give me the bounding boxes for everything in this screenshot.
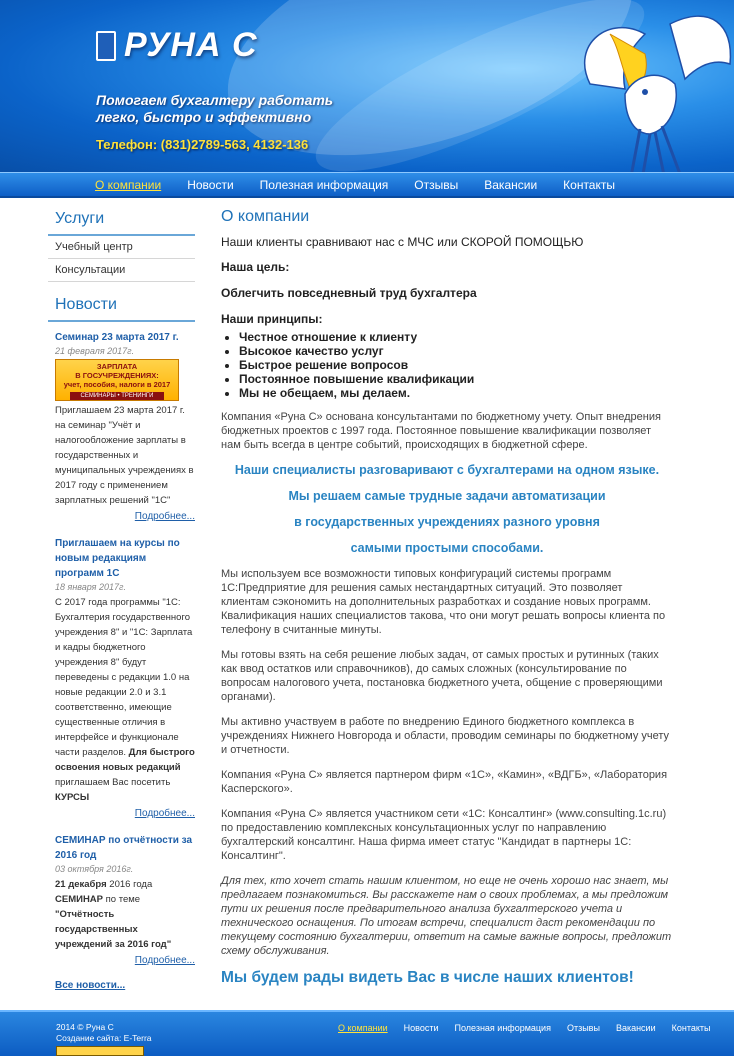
footer-info xyxy=(56,1022,152,1044)
services-heading: Услуги xyxy=(48,206,195,236)
footer-nav-reviews[interactable]: Отзывы xyxy=(566,1023,600,1033)
header-slogan xyxy=(96,92,356,126)
main-nav xyxy=(0,172,734,198)
news-body-text: С 2017 года программы "1С: Бухгалтерия государственного учреждения 8" и "1С: Зарплата и кадры бюджетного учреждения 8" будут переведены с редакции 1.0 на новые редакции 2.0 и 3.1 соответственно, имеющие существенные отличия в интерфейсе и функционале части разделов. xyxy=(55,597,193,758)
content-paragraph: Мы готовы взять на себя решение любых задач, от самых простых и рутинных (таких как ввод остатков или справочников), до самых сложных (консультирование по вопросам налогового учета, постановка бюджетного учета, общение с проверяющими органами). xyxy=(221,649,663,703)
page-title: О компании xyxy=(221,208,310,225)
nav-item-reviews[interactable]: Отзывы xyxy=(414,178,459,192)
content-paragraph: Мы используем все возможности типовых конфигураций системы программ 1С:Предприятие для решения самых нестандартных ситуаций. Это позволяет клиентам сэкономить на дополнительных разработках и создание новых программ. Квалификация наших специалистов такова, что они могут решать вопросы клиента по телефону в считанные минуты. xyxy=(221,568,666,636)
closing-headline: Мы будем рады видеть Вас в числе наших клиентов! xyxy=(221,969,634,986)
news-body-bold: СЕМИНАР xyxy=(55,894,103,905)
nav-item-news[interactable]: Новости xyxy=(187,178,234,192)
all-news-link[interactable]: Все новости... xyxy=(55,980,126,991)
footer-nav-vacancies[interactable]: Вакансии xyxy=(615,1023,656,1033)
footer-nav-about[interactable]: О компании xyxy=(338,1023,388,1033)
news-body-bold: Для быстрого освоения новых редакций xyxy=(55,747,195,773)
footer-nav-contacts[interactable]: Контакты xyxy=(671,1023,711,1033)
nav-item-about[interactable]: О компании xyxy=(95,178,162,192)
highlight-line: Наши специалисты разговаривают с бухгалтерами на одном языке. xyxy=(234,463,660,477)
banner-line: СЕМИНАРЫ • ТРЕНИНГИ xyxy=(70,392,164,400)
banner-line: учет, пособия, налоги в 2017 xyxy=(63,380,171,389)
news-body-bold: КУРСЫ xyxy=(55,792,90,803)
services-menu xyxy=(48,236,195,282)
sidebar-item-training-center[interactable]: Учебный центр xyxy=(48,236,195,259)
header-phone: Телефон: (831)2789-563, 4132-136 xyxy=(96,137,309,152)
slogan-line-1: Помогаем бухгалтеру работать xyxy=(96,92,334,108)
news-body-text: по теме xyxy=(103,894,141,905)
nav-item-useful-info[interactable]: Полезная информация xyxy=(259,178,389,192)
news-title-link[interactable]: Приглашаем на курсы по новым редакциям программ 1С xyxy=(55,538,180,579)
highlight-line: самыми простыми способами. xyxy=(350,541,544,555)
news-more-link[interactable]: Подробнее... xyxy=(134,511,195,522)
principles-list xyxy=(239,330,673,400)
footer-nav-useful-info[interactable]: Полезная информация xyxy=(454,1023,551,1033)
slogan-line-2: легко, быстро и эффективно xyxy=(96,109,312,125)
news-heading: Новости xyxy=(48,292,195,322)
site-header xyxy=(0,0,734,172)
highlight-line: в государственных учреждениях разного уровня xyxy=(294,515,600,529)
banner-line: В ГОСУЧРЕЖДЕНИЯХ: xyxy=(75,371,159,380)
footer-made-by-link[interactable]: Создание сайта: E-Terra xyxy=(56,1033,152,1043)
footer-copyright: 2014 © Руна С xyxy=(56,1022,114,1032)
site-footer xyxy=(0,1010,734,1056)
footer-nav xyxy=(330,1023,719,1033)
invitation-paragraph: Для тех, кто хочет стать нашим клиентом, но еще не очень хорошо нас знает, мы предлагаем познакомиться. Вы расскажете нам о своих проблемах, а мы предложим пути их решения после предварительного анализа бухгалтерского учета и технического оснащения. По итогам встречи, специалист даст рекомендации по текущему состоянию бухгалтерии, ответит на самые важные вопросы, предложит схему обслуживания. xyxy=(221,875,672,957)
news-body xyxy=(55,877,195,952)
about-paragraph: Компания «Руна С» основана консультантами по бюджетному учету. Опыт внедрения бюджетных проектов с 1997 года. Постоянное повышение квалификации позволяет нам быть всегда в центре событий, происходящих в бюджетной сфере. xyxy=(221,411,661,451)
news-date: 18 января 2017г. xyxy=(55,582,126,592)
news-body-bold: 21 декабря xyxy=(55,879,107,890)
rune-logo-icon xyxy=(96,31,116,61)
news-title-link[interactable]: Семинар 23 марта 2017 г. xyxy=(55,332,179,343)
news-more-link[interactable]: Подробнее... xyxy=(134,808,195,819)
news-item xyxy=(55,330,195,522)
news-body xyxy=(55,595,195,805)
lead-text: Наши клиенты сравнивают нас с МЧС или СКОРОЙ ПОМОЩЬЮ xyxy=(221,235,584,249)
seminar-banner-image[interactable] xyxy=(55,359,179,401)
pegasus-icon xyxy=(550,4,734,172)
news-more-link[interactable]: Подробнее... xyxy=(134,955,195,966)
list-item: • Честное отношение к клиенту xyxy=(239,330,673,344)
logo-text: РУНА С xyxy=(124,26,258,64)
nav-item-contacts[interactable]: Контакты xyxy=(563,178,615,192)
nav-item-vacancies[interactable]: Вакансии xyxy=(484,178,538,192)
sidebar xyxy=(48,206,195,991)
news-body: Приглашаем 23 марта 2017 г. на семинар "Учёт и налогообложение зарплаты в государственных и муниципальных учреждениях в 2017 году с применением зарплатных решений "1С" xyxy=(55,405,194,506)
news-date: 21 февраля 2017г. xyxy=(55,346,135,356)
highlight-line: Мы решаем самые трудные задачи автоматизации xyxy=(288,489,606,503)
developer-badge-icon[interactable] xyxy=(56,1046,144,1056)
news-item xyxy=(55,833,195,966)
list-item: • Постоянное повышение квалификации xyxy=(239,372,673,386)
list-item: • Мы не обещаем, мы делаем. xyxy=(239,386,673,400)
goal-text: Облегчить повседневный труд бухгалтера xyxy=(221,286,477,300)
footer-nav-news[interactable]: Новости xyxy=(403,1023,439,1033)
news-body-text: 2016 года xyxy=(106,879,153,890)
principles-label: Наши принципы: xyxy=(221,312,323,326)
news-list xyxy=(48,322,195,991)
list-item: • Высокое качество услуг xyxy=(239,344,673,358)
list-item: • Быстрое решение вопросов xyxy=(239,358,673,372)
content-paragraph: Компания «Руна С» является участником сети «1С: Консалтинг» (www.consulting.1c.ru) по предоставлению комплексных консультационных услуг по направлению бухгалтерский консалтинг. Наша фирма имеет статус "Кандидат в партнеры 1С: Консалтинг". xyxy=(221,808,667,862)
main-content xyxy=(221,208,673,987)
news-date: 03 октября 2016г. xyxy=(55,864,134,874)
news-body-bold: "Отчётность государственных учреждений за 2016 год" xyxy=(55,909,172,950)
goal-label: Наша цель: xyxy=(221,260,290,274)
banner-line: ЗАРПЛАТА xyxy=(96,362,138,371)
news-title-link[interactable]: СЕМИНАР по отчётности за 2016 год xyxy=(55,835,193,861)
content-paragraph: Мы активно участвуем в работе по внедрению Единого бюджетного комплекса в учреждениях Нижнего Новгорода и области, проводим семинары по бюджетному учету и отчетности. xyxy=(221,716,670,756)
content-paragraph: Компания «Руна С» является партнером фирм «1С», «Камин», «ВДГБ», «Лаборатория Касперского». xyxy=(221,769,668,795)
news-item xyxy=(55,536,195,819)
site-logo[interactable] xyxy=(96,26,258,65)
news-body-text: приглашаем Вас посетить xyxy=(55,777,171,788)
sidebar-item-consulting[interactable]: Консультации xyxy=(48,259,195,282)
